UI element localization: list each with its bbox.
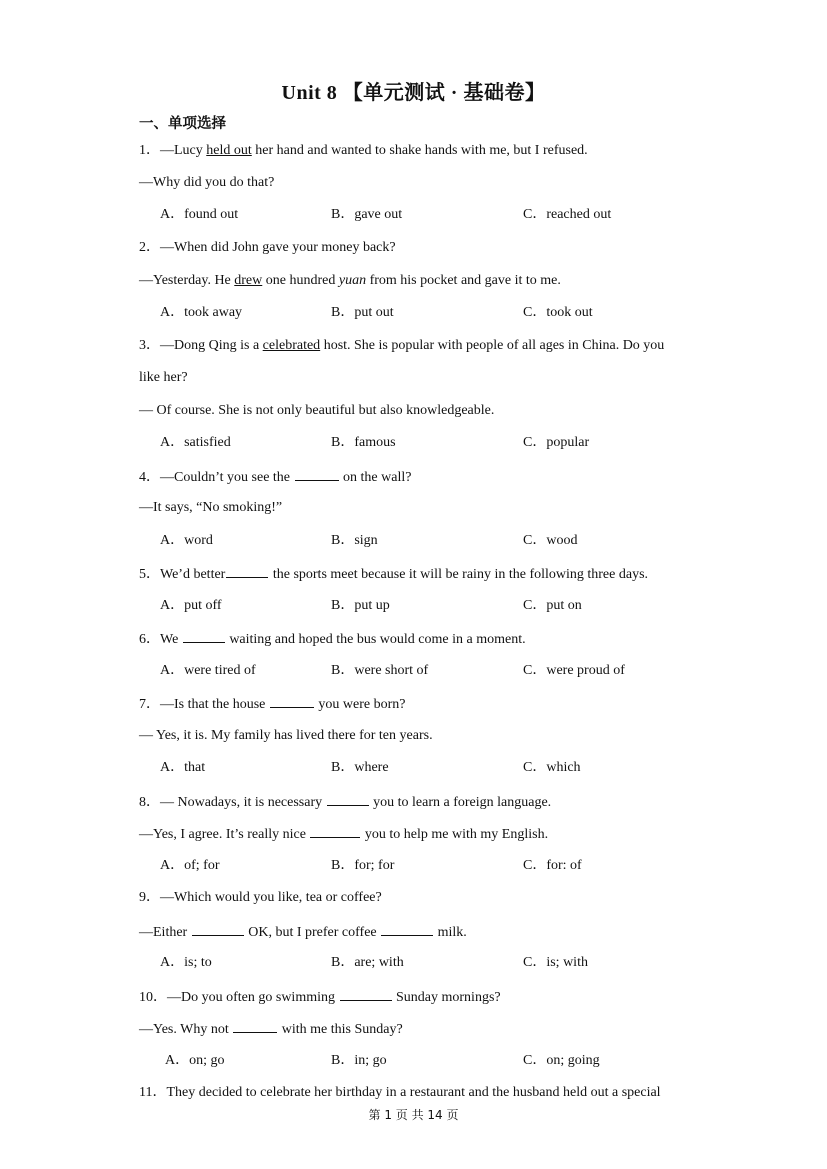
page-footer: 第 1 页 共 14 页: [368, 1108, 459, 1122]
question-1-line2: —Why did you do that?: [139, 175, 275, 190]
q3-option-b[interactable]: B．famous: [331, 435, 396, 450]
q9-option-b[interactable]: B．are; with: [331, 955, 404, 970]
q7-option-a[interactable]: A．that: [160, 760, 206, 775]
answer-blank: [226, 565, 268, 578]
q10-option-a[interactable]: A．on; go: [165, 1053, 225, 1068]
question-6-stem: 6．We waiting and hoped the bus would come in a moment.: [139, 632, 526, 647]
question-8-line2: —Yes, I agree. It’s really nice you to help me with my English.: [139, 827, 549, 842]
answer-blank: [183, 630, 225, 643]
q4-option-a[interactable]: A．word: [160, 533, 213, 548]
answer-blank: [310, 825, 360, 838]
q4-option-b[interactable]: B．sign: [331, 533, 378, 548]
question-5-stem: 5．We’d better the sports meet because it will be rainy in the following three days.: [139, 567, 649, 582]
question-3-stem: 3．—Dong Qing is a celebrated host. She is popular with people of all ages in China. Do you: [139, 338, 665, 353]
q5-option-c[interactable]: C．put on: [523, 598, 582, 613]
question-4-stem: 4．—Couldn’t you see the on the wall?: [139, 470, 412, 485]
question-7-stem: 7．—Is that the house you were born?: [139, 697, 406, 712]
q9-option-c[interactable]: C．is; with: [523, 955, 588, 970]
q8-option-c[interactable]: C．for: of: [523, 858, 582, 873]
q3-option-a[interactable]: A．satisfied: [160, 435, 231, 450]
q9-option-a[interactable]: A．is; to: [160, 955, 212, 970]
question-1-stem: 1．—Lucy held out her hand and wanted to shake hands with me, but I refused.: [139, 143, 588, 158]
answer-blank: [192, 923, 244, 936]
question-9-stem: 9．—Which would you like, tea or coffee?: [139, 890, 382, 905]
answer-blank: [381, 923, 433, 936]
question-2-stem: 2．—When did John gave your money back?: [139, 240, 396, 255]
q2-option-c[interactable]: C．took out: [523, 305, 593, 320]
q5-option-b[interactable]: B．put up: [331, 598, 390, 613]
q10-option-c[interactable]: C．on; going: [523, 1053, 600, 1068]
question-9-line2: —Either OK, but I prefer coffee milk.: [139, 925, 467, 940]
page-title: Unit 8 【单元测试 · 基础卷】: [281, 82, 546, 104]
question-4-line2: —It says, “No smoking!”: [139, 500, 283, 515]
answer-blank: [270, 695, 314, 708]
q7-option-c[interactable]: C．which: [523, 760, 581, 775]
question-8-stem: 8．— Nowadays, it is necessary you to learn a foreign language.: [139, 795, 552, 810]
q6-option-c[interactable]: C．were proud of: [523, 663, 625, 678]
question-11-stem: 11．They decided to celebrate her birthday in a restaurant and the husband held out a special: [139, 1085, 661, 1100]
question-2-line2: —Yesterday. He drew one hundred yuan from his pocket and gave it to me.: [139, 273, 561, 288]
q10-option-b[interactable]: B．in; go: [331, 1053, 387, 1068]
answer-blank: [295, 468, 339, 481]
answer-blank: [327, 793, 369, 806]
q8-option-b[interactable]: B．for; for: [331, 858, 395, 873]
q8-option-a[interactable]: A．of; for: [160, 858, 220, 873]
answer-blank: [340, 988, 392, 1001]
q5-option-a[interactable]: A．put off: [160, 598, 222, 613]
q6-option-a[interactable]: A．were tired of: [160, 663, 256, 678]
q2-option-b[interactable]: B．put out: [331, 305, 394, 320]
q4-option-c[interactable]: C．wood: [523, 533, 578, 548]
q7-option-b[interactable]: B．where: [331, 760, 389, 775]
q2-option-a[interactable]: A．took away: [160, 305, 243, 320]
q6-option-b[interactable]: B．were short of: [331, 663, 429, 678]
q1-option-b[interactable]: B．gave out: [331, 207, 403, 222]
question-3-line2: like her?: [139, 370, 188, 385]
question-10-line2: —Yes. Why not with me this Sunday?: [139, 1022, 403, 1037]
section-heading: 一、单项选择: [139, 116, 226, 132]
q1-option-c[interactable]: C．reached out: [523, 207, 612, 222]
answer-blank: [233, 1020, 277, 1033]
question-7-line2: — Yes, it is. My family has lived there for ten years.: [139, 728, 433, 743]
question-3-line3: — Of course. She is not only beautiful but also knowledgeable.: [139, 403, 495, 418]
q3-option-c[interactable]: C．popular: [523, 435, 590, 450]
q1-option-a[interactable]: A．found out: [160, 207, 239, 222]
question-10-stem: 10．—Do you often go swimming Sunday mornings?: [139, 990, 501, 1005]
